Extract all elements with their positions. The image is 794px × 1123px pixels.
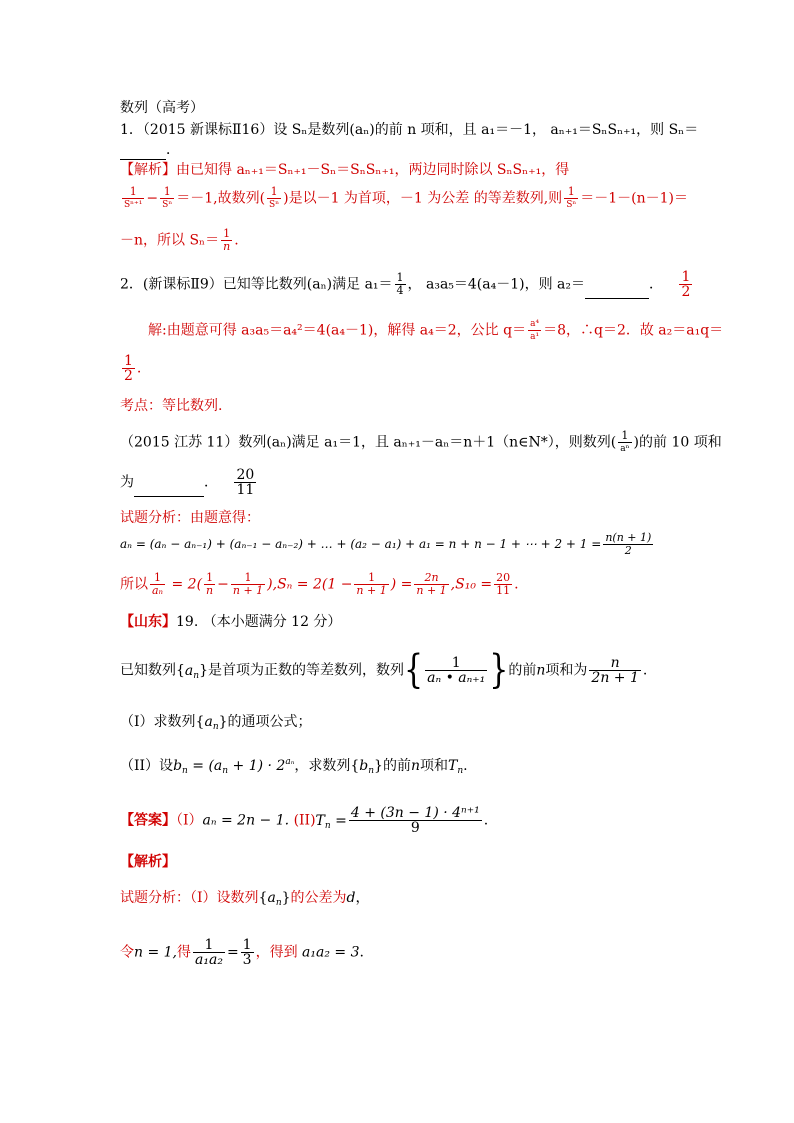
problem-4-part-1: （I）求数列$\{a_n\}$的通项公式；	[120, 714, 312, 732]
text: ，求数列	[294, 758, 351, 774]
fraction: $\frac{1}{n + 1}$	[232, 571, 264, 597]
text: 所以	[120, 576, 148, 593]
fraction: $\frac{n(n + 1)}{2}$	[605, 531, 652, 557]
fraction: $\frac{1}{\text{Sⁿ⁺¹}}$	[124, 185, 143, 210]
problem-2-solution	[148, 318, 723, 343]
text: )的前 10 项和	[633, 434, 722, 451]
fraction: $\frac{1}{n}$	[223, 227, 231, 253]
problem-3-stem	[120, 430, 722, 455]
problem-4-answer: 【答案】（I）aₙ = 2n − 1. $(II)T_n$ = $\frac{\text{4 + (3n − 1) · 4ⁿ⁺¹}}{9}$ .	[120, 805, 489, 836]
problem-3-formula	[120, 532, 655, 557]
text: 已知数列	[120, 662, 176, 679]
text: （II）设	[120, 758, 174, 774]
text: a₁a₂ = 3	[302, 944, 360, 961]
fraction: $\frac{1}{\text{a₁a₂}}$	[195, 937, 223, 968]
problem-4-stem: 已知数列$\{a_n\}$是首项为正数的等差数列，数列{ $\frac{1}{\text{aₙ • aₙ₊₁}}$ }的前n项和为 $\frac{n}{2n + 1}$ .	[120, 647, 648, 693]
answer-blank	[585, 284, 649, 299]
fraction: $\frac{1}{\text{aⁿ}}$	[620, 429, 630, 454]
fraction: $\frac{n}{2n + 1}$	[591, 655, 639, 686]
text: 19. （本小题满分 12 分）	[176, 614, 342, 630]
text: 的前	[508, 662, 537, 679]
answer-fraction: $\frac{20}{11}$	[236, 467, 255, 498]
text: 项和	[420, 758, 448, 774]
answer-blank	[134, 482, 204, 497]
text: （2015 江苏 11）数列(aₙ)满足 a₁＝1，且 aₙ₊₁－aₙ＝n＋1（n∈N*），则数列(	[120, 434, 617, 451]
text: ，得到	[255, 944, 298, 961]
problem-1-solution-line-1: 【解析】由已知得 aₙ₊₁＝Sₙ₊₁－Sₙ＝SₙSₙ₊₁，两边同时除以 SₙSₙ₊₁，得	[120, 162, 570, 178]
fraction: $\frac{\text{a⁴}}{\text{a¹}}$	[530, 319, 540, 342]
text: .	[234, 232, 239, 249]
answer-fraction: $\frac{1}{2}$	[681, 269, 691, 300]
text: ) =	[390, 576, 413, 593]
problem-3-stem-2	[120, 468, 258, 497]
problem-2-note: 考点：等比数列.	[120, 398, 223, 414]
text: 的公差为	[290, 890, 347, 906]
text: ．	[649, 276, 664, 293]
text: )是以－1 为首项，－1 为公差 的等差数列,则	[283, 190, 563, 207]
problem-1-solution-line-3	[120, 228, 239, 253]
text: ＝8，∴q＝2．故 a₂＝a₁q＝	[543, 322, 724, 339]
text: 解:由题意可得 a₃a₅＝a₄²＝4(a₄－1)，解得 a₄＝2，公比 q＝	[148, 322, 527, 339]
fraction: $\frac{1}{\text{Sⁿ}}$	[566, 185, 577, 210]
text: ＝－1,故数列(	[176, 190, 266, 207]
text: 项和为	[545, 662, 588, 679]
text: .	[136, 360, 142, 377]
problem-1-blank-line	[120, 140, 180, 160]
fraction: $\frac{1}{2}$	[124, 353, 133, 384]
text: 令	[120, 944, 134, 961]
problem-2-stem	[120, 270, 694, 299]
fraction: $\frac{1}{n + 1}$	[356, 571, 387, 597]
problem-4-analysis-1: 试题分析：（I）设数列$\{a_n\}$的公差为d，	[120, 890, 370, 908]
fraction: $\frac{1}{4}$	[396, 271, 404, 297]
problem-3-analysis: 试题分析：由题意得：	[120, 510, 260, 526]
text: ， a₃a₅＝4(a₄－1)，则 a₂＝	[407, 276, 586, 293]
fraction: $\frac{\text{4 + (3n − 1) · 4ⁿ⁺¹}}{9}$	[350, 805, 480, 836]
problem-1-text: 1．（2015 新课标Ⅱ16）设 Sₙ是数列(aₙ)的前 n 项和，且 a₁＝－1， aₙ₊₁＝SₙSₙ₊₁，则 Sₙ＝	[120, 122, 699, 138]
problem-4-title	[120, 612, 341, 632]
text: 是首项为正数的等差数列，数列	[208, 662, 404, 679]
fraction: $\frac{1}{\text{aₙ • aₙ₊₁}}$	[427, 655, 486, 686]
text: aₙ = 2n − 1.	[202, 812, 290, 829]
fraction: $\frac{2n}{n + 1}$	[416, 571, 447, 597]
page-header: 数列（高考）	[120, 100, 204, 116]
text: （I）求数列	[120, 714, 196, 730]
fraction: $\frac{1}{n}$	[206, 571, 214, 597]
problem-4-part-2: （II）设$b_n = (a_n + 1) \cdot 2^{a_n}$，求数列$\{b_n\}$的前n项和$T_n$.	[120, 757, 468, 776]
problem-4-analysis-2: 令n = 1,得 $\frac{1}{\text{a₁a₂}}$ = $\frac{1}{3}$ ，得到 a₁a₂ = 3.	[120, 937, 364, 968]
source-tag: 【山东】	[120, 614, 176, 630]
text: (II)	[293, 812, 316, 829]
text: ,S₁₀ =	[450, 576, 493, 593]
fraction: $\frac{1}{3}$	[242, 937, 252, 968]
text: ),Sₙ = 2(1 −	[267, 576, 353, 593]
text: = 2(	[167, 576, 203, 593]
problem-1-solution-line-2: $\frac{1}{\text{Sⁿ⁺¹}}$ − $\frac{1}{\text{Sⁿ}}$ ＝－1,故数列( $\frac{1}{\text{Sⁿ}}$ )是以－1 为首项，－1 为公差 的等差数列,则 $\frac{1}{\text{Sⁿ}}$ ＝－1－(n－1)＝	[124, 185, 689, 210]
text: 为	[120, 474, 134, 491]
text: （I）	[176, 812, 203, 829]
fraction: $\frac{20}{11}$	[496, 571, 511, 597]
text: aₙ = (aₙ − aₙ₋₁) + (aₙ₋₁ − aₙ₋₂) + … + (a₂ − a₁) + a₁ = n + n − 1 + ⋯ + 2 + 1 =	[120, 537, 602, 551]
text: ＝－1－(n－1)＝	[580, 190, 689, 207]
fraction: $\frac{1}{\text{aₙ}}$	[152, 571, 164, 597]
fraction: $\frac{1}{\text{Sⁿ}}$	[162, 185, 173, 210]
punct: ．	[166, 142, 180, 158]
text: 2．(新课标Ⅱ9）已知等比数列(aₙ)满足 a₁＝	[120, 276, 393, 293]
text: 得	[177, 944, 192, 961]
text: 的通项公式；	[227, 714, 312, 730]
answer-blank	[120, 145, 166, 160]
text: .	[514, 576, 519, 593]
problem-1-stem	[120, 120, 698, 140]
problem-3-result: 所以 $\frac{1}{\text{aₙ}}$ = 2( $\frac{1}{n}$ − $\frac{1}{n + 1}$ ),Sₙ = 2(1 − $\frac{1}{n + 1}$ ) = $\frac{2n}{n + 1}$ ,S₁₀ = $\frac{20}{11}$ .	[120, 571, 519, 597]
analysis-tag: 【解析】	[120, 854, 176, 870]
problem-2-solution-end	[120, 354, 141, 383]
text: 的前	[382, 758, 411, 774]
text: n = 1,	[134, 944, 178, 961]
text: ．	[204, 474, 218, 491]
answer-tag: 【答案】	[120, 812, 176, 829]
text: 试题分析：（I）设数列	[120, 890, 259, 906]
fraction: $\frac{1}{\text{Sⁿ}}$	[269, 185, 280, 210]
text: －n，所以 Sₙ＝	[120, 232, 220, 249]
